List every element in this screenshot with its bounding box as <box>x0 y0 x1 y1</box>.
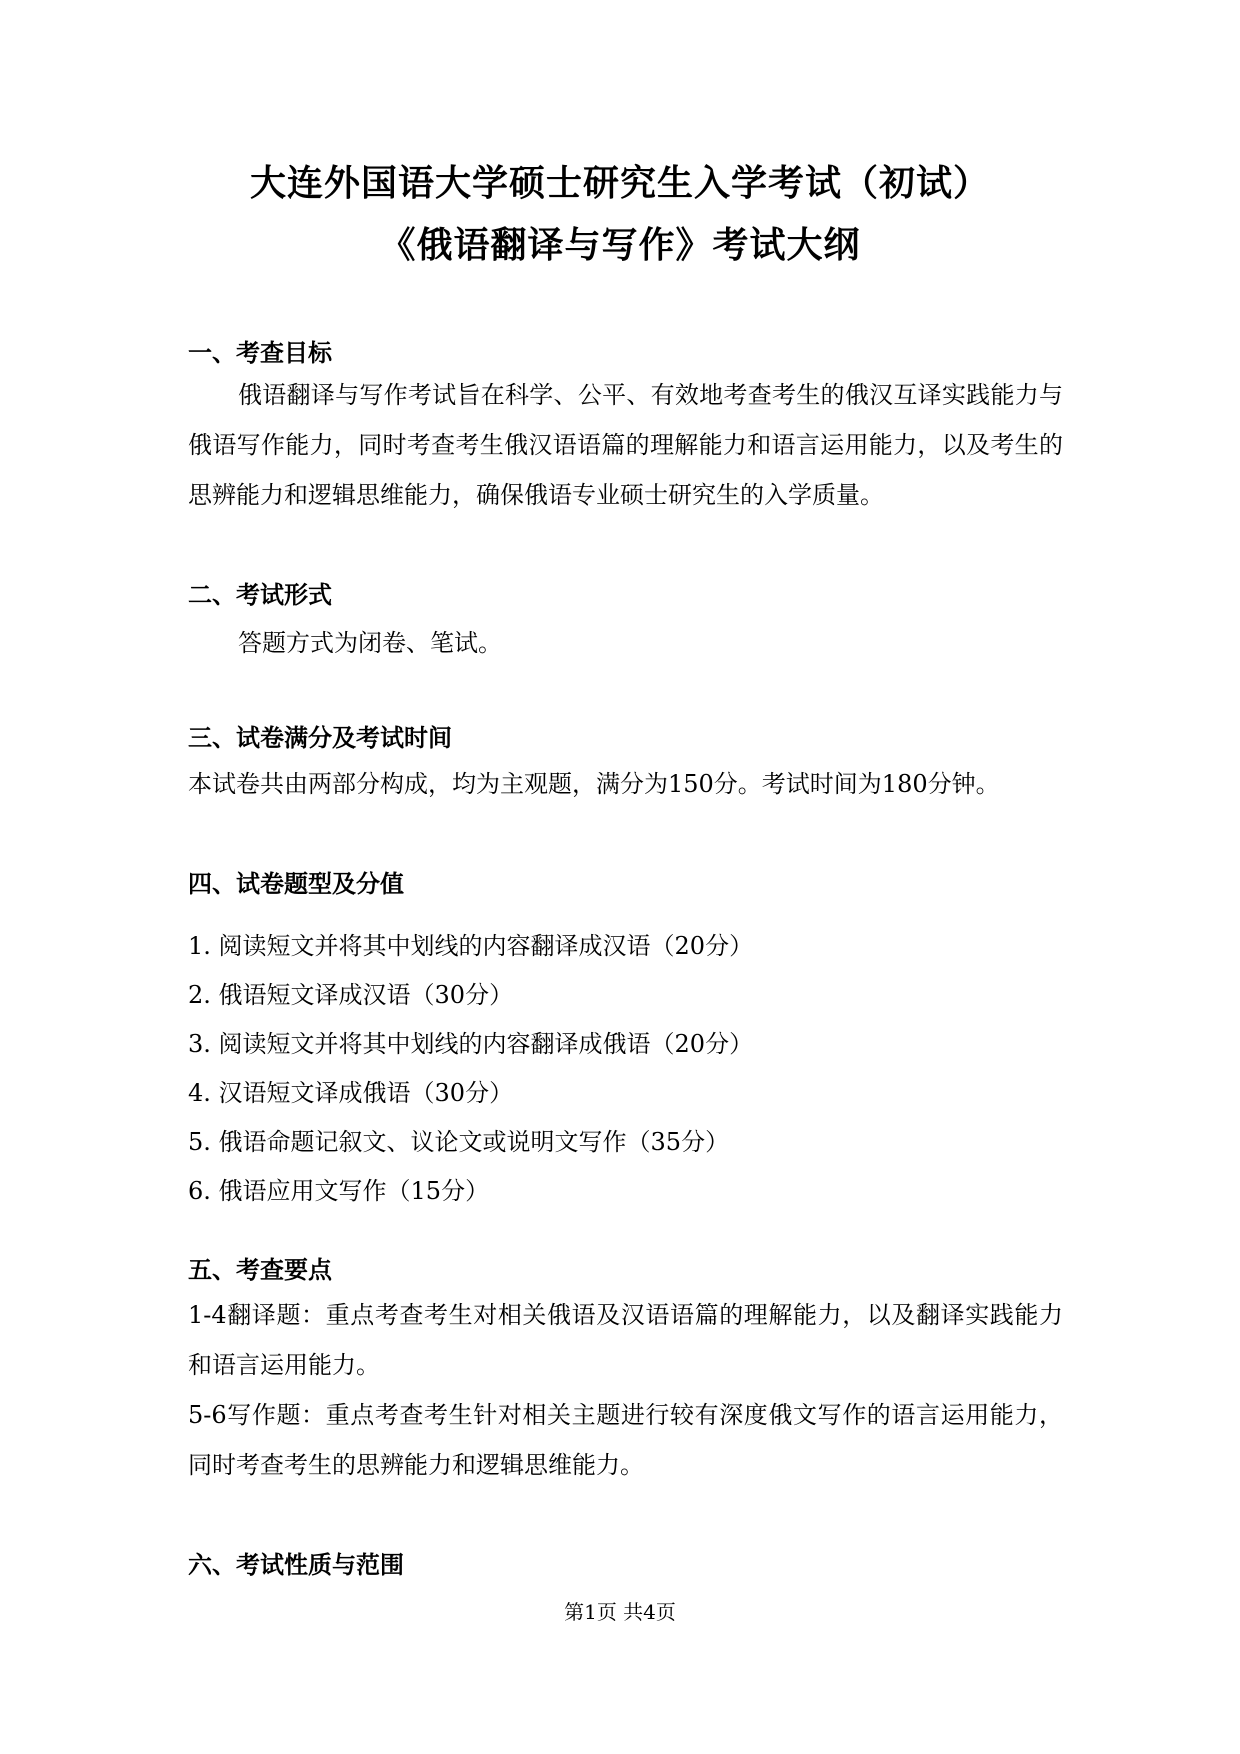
section-heading-question-types: 四、试卷题型及分值 <box>188 870 404 898</box>
document-title: 大连外国语大学硕士研究生入学考试（初试） <box>249 163 990 204</box>
page-number: 第1页 共4页 <box>564 1600 676 1624</box>
section-body-objectives: 俄语翻译与写作考试旨在科学、公平、有效地考查考生的俄汉互译实践能力与俄语写作能力，同时考查考生俄汉语语篇的理解能力和语言运用能力，以及考生的思辨能力和逻辑思维能力，确保俄语专业硕士研究生的入学质量。 <box>188 381 1063 509</box>
section-heading-score-time: 三、试卷满分及考试时间 <box>188 724 452 752</box>
section-heading-exam-format: 二、考试形式 <box>188 581 332 609</box>
list-item: 3. 阅读短文并将其中划线的内容翻译成俄语（20分） <box>188 1030 754 1058</box>
list-item: 6. 俄语应用文写作（15分） <box>188 1177 490 1205</box>
section-heading-nature-scope: 六、考试性质与范围 <box>188 1551 404 1579</box>
question-type-list <box>188 922 753 1216</box>
section-body-exam-format: 答题方式为闭卷、笔试。 <box>238 629 502 657</box>
section-body-score-time: 本试卷共由两部分构成，均为主观题，满分为150分。考试时间为180分钟。 <box>188 770 1000 798</box>
section-body-writing-points: 5-6写作题：重点考查考生针对相关主题进行较有深度俄文写作的语言运用能力，同时考查考生的思辨能力和逻辑思维能力。 <box>188 1401 1063 1479</box>
section-body-translation-points: 1-4翻译题：重点考查考生对相关俄语及汉语语篇的理解能力，以及翻译实践能力和语言运用能力。 <box>188 1301 1063 1379</box>
section-heading-objectives: 一、考查目标 <box>188 339 332 367</box>
document-subtitle: 《俄语翻译与写作》考试大纲 <box>379 225 861 266</box>
list-item: 2. 俄语短文译成汉语（30分） <box>188 981 514 1009</box>
list-item: 5. 俄语命题记叙文、议论文或说明文写作（35分） <box>188 1128 730 1156</box>
section-heading-key-points: 五、考查要点 <box>188 1256 332 1284</box>
list-item: 4. 汉语短文译成俄语（30分） <box>188 1079 514 1107</box>
list-item: 1. 阅读短文并将其中划线的内容翻译成汉语（20分） <box>188 932 754 960</box>
